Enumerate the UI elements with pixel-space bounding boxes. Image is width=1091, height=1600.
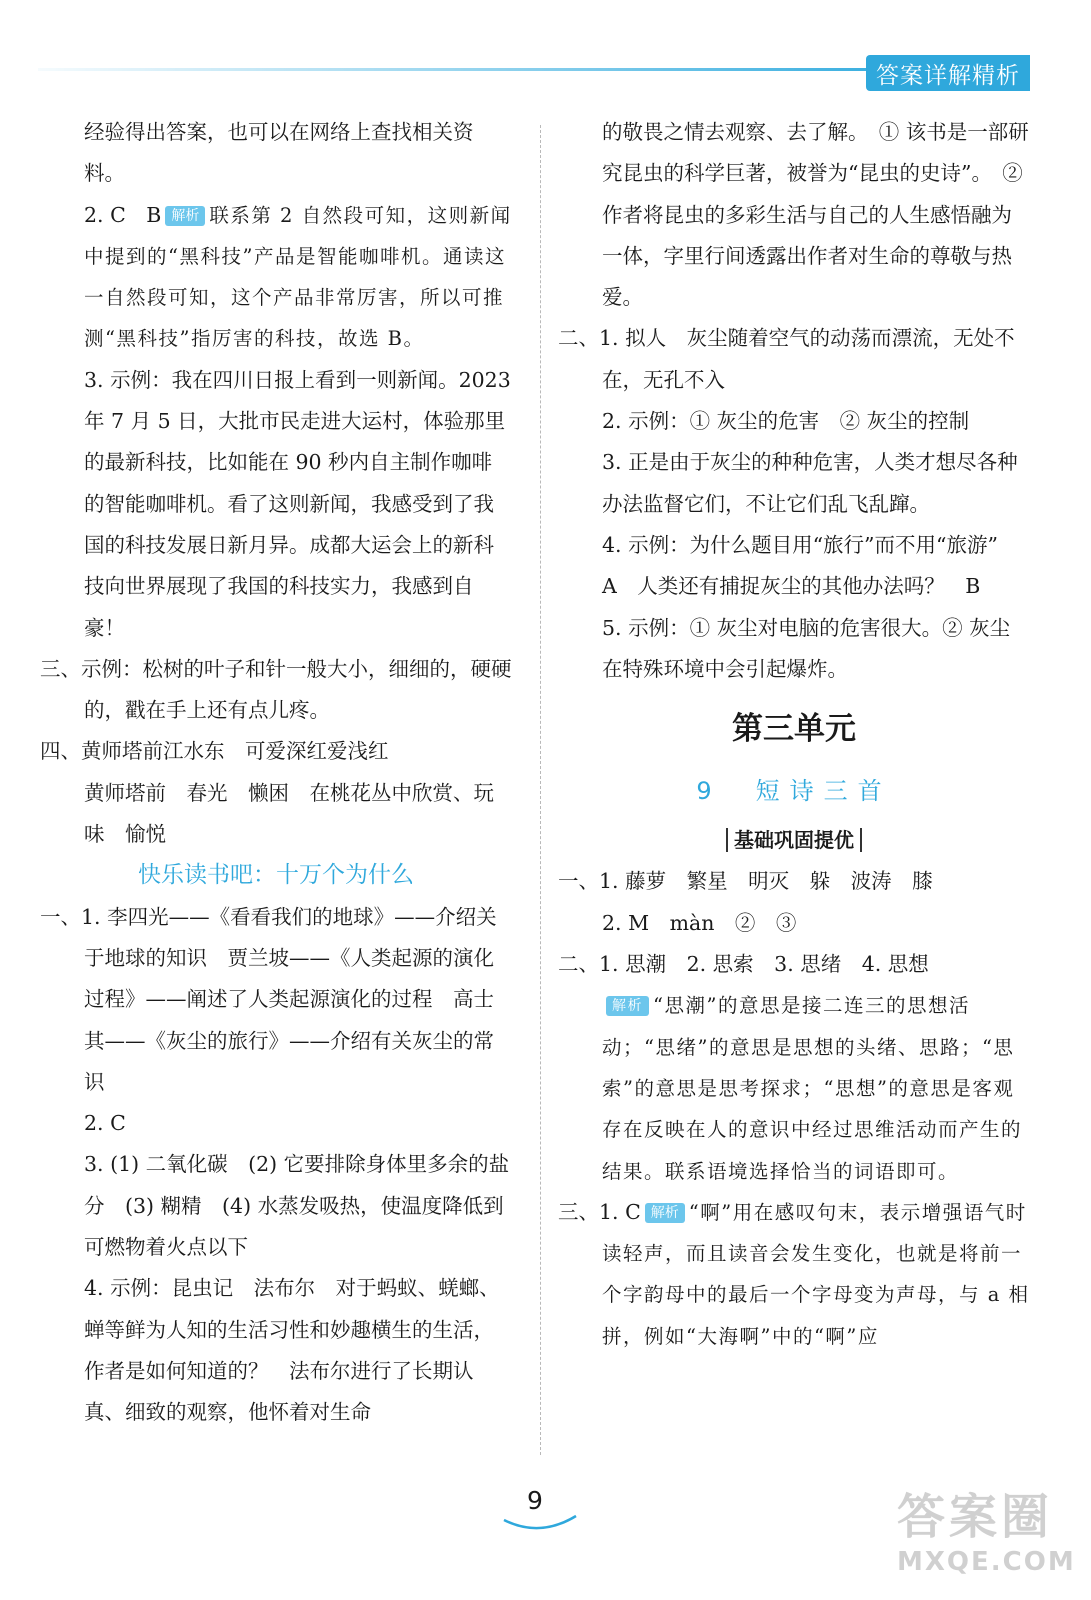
explanation-text: 解析 “思潮”的意思是接二连三的思想活动；“思绪”的意思是思想的头绪、思路；“思索”的意思是思考探求；“思想”的意思是客观存在反映在人的意识中经过思维活动而产生的结果。联系语境选择恰当的词语即可。 [602, 994, 1023, 1183]
answer-item: 二、1. 思潮 2. 思索 3. 思绪 4. 思想 [558, 952, 929, 977]
section-title: 快乐读书吧：十万个为什么 [138, 862, 414, 889]
answer-item: 4. 示例：为什么题目用“旅行”而不用“旅游” A 人类还有捕捉灰尘的其他办法吗？ B [602, 532, 1019, 599]
answer-item: 3. 正是由于灰尘的种种危害，人类才想尽各种办法监督它们，不让它们乱飞乱蹿。 [602, 450, 1018, 516]
answer-item: 2. C [84, 1111, 126, 1136]
answer-item: 2. 示例：① 灰尘的危害 ② 灰尘的控制 [602, 409, 970, 434]
header-badge: 答案详解精析 [866, 55, 1030, 91]
watermark: 答案圈 MXQE.COM [897, 1489, 1076, 1577]
answer-item: 3. (1) 二氧化碳 (2) 它要排除身体里多余的盐分 (3) 糊精 (4) 水蒸发吸热，使温度降低到可燃物着火点以下 [84, 1152, 510, 1260]
answer-item: 二、1. 拟人 灰尘随着空气的动荡而漂流，无处不在，无孔不入 [558, 326, 1015, 392]
answer-item: 三、1. C 解析 “啊”用在感叹句末，表示增强语气时读轻声，而且读音会发生变化，也就是将前一个字韵母中的最后一个字母变为声母，与 a 相拼，例如“大海啊”中的“啊”应 [558, 1199, 1030, 1348]
page-swoosh-icon [500, 1510, 580, 1536]
answer-item: 一、1. 藤萝 繁星 明灭 躲 波涛 膝 [558, 869, 933, 894]
answer-item: 4. 示例：昆虫记 法布尔 对于蚂蚁、蜣螂、蝉等鲜为人知的生活习性和妙趣横生的生活，作者是如何知道的？ 法布尔进行了长期认真、细致的观察，他怀着对生命 [84, 1276, 500, 1425]
answer-item: 黄师塔前 春光 懒困 在桃花丛中欣赏、玩味 愉悦 [84, 780, 494, 847]
header-rule [38, 68, 868, 71]
column-divider [540, 125, 541, 1455]
answer-item: 2. M màn ② ③ [602, 910, 797, 935]
answer-text: 的敬畏之情去观察、去了解。 ① 该书是一部研究昆虫的科学巨著，被誉为“昆虫的史诗”。 ② 作者将昆虫的多彩生活与自己的人生感悟融为一体，字里行间透露出作者对生命的尊敬与热爱。 [602, 120, 1029, 310]
answer-item: 三、示例：松树的叶子和针一般大小，细细的，硬硬的，戳在手上还有点儿疼。 [40, 656, 512, 723]
page-number: 9 [527, 1486, 543, 1515]
sub-title: 基础巩固提优 [558, 820, 1030, 861]
answer-item: 3. 示例：我在四川日报上看到一则新闻。2023 年 7 月 5 日，大批市民走进大运村，体验那里的最新科技，比如能在 90 秒内自主制作咖啡的智能咖啡机。看了这则新闻，我感受到了我国的科技发展日新月异。成都大运会上的新科技向世界展现了我国的科技实力，我感到自豪！ [84, 367, 511, 640]
answer-text: 经验得出答案，也可以在网络上查找相关资料。 [84, 120, 474, 186]
right-column [558, 112, 1030, 1357]
answer-item: 一、1. 李四光——《看看我们的地球》——介绍关于地球的知识 贾兰坡——《人类起源的演化过程》——阐述了人类起源演化的过程 高士其——《灰尘的旅行》——介绍有关灰尘的常识 [40, 904, 497, 1094]
answer-item: 5. 示例：① 灰尘对电脑的危害很大。② 灰尘在特殊环境中会引起爆炸。 [602, 615, 1011, 681]
unit-title: 第三单元 [732, 711, 856, 748]
answer-item: 四、黄师塔前江水东 可爱深红爱浅红 [40, 739, 389, 764]
answer-item: 2. C B 解析 联系第 2 自然段可知，这则新闻中提到的“黑科技”产品是智能咖啡机。通读这一自然段可知，这个产品非常厉害，所以可推测“黑科技”指厉害的科技，故选 B。 [84, 202, 512, 351]
explanation-badge: 解析 [165, 206, 205, 226]
explanation-badge: 解析 [606, 996, 649, 1016]
lesson-title: 9 短诗三首 [696, 777, 892, 806]
explanation-badge: 解析 [645, 1203, 685, 1223]
left-column [40, 112, 512, 1434]
